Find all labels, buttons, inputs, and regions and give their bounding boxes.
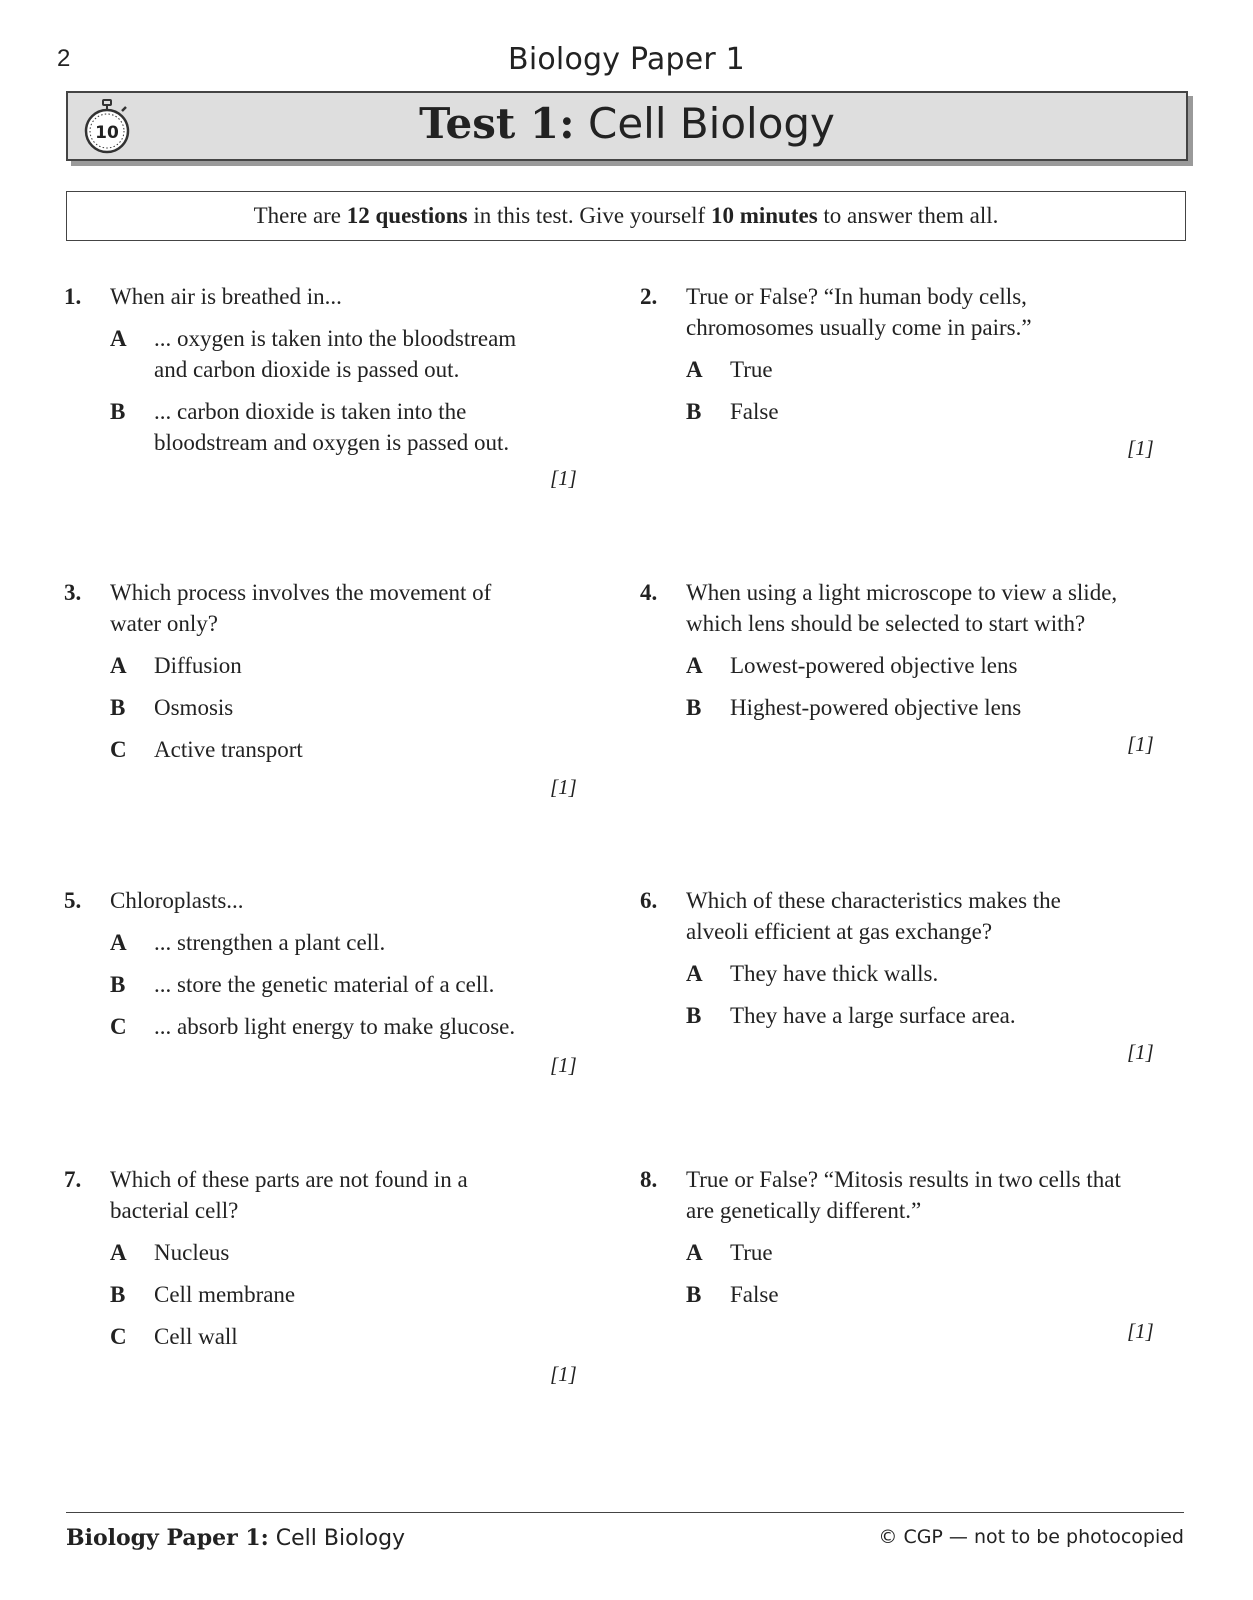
- copyright-notice: © CGP — not to be photocopied: [878, 1526, 1184, 1548]
- test-title-topic: Cell Biology: [574, 99, 835, 148]
- question-count: 12 questions: [346, 203, 468, 228]
- paper-title: Biology Paper 1: [508, 42, 745, 77]
- question-2: [640, 281, 1170, 427]
- mark-q1: [1]: [550, 466, 577, 490]
- option-a[interactable]: [64, 650, 584, 681]
- test-title-number: Test 1:: [419, 99, 575, 148]
- page-number: 2: [57, 45, 71, 72]
- time-limit: 10 minutes: [710, 203, 818, 228]
- option-letter: B: [110, 399, 126, 424]
- mark-q6: [1]: [1127, 1040, 1154, 1064]
- mark-q8: [1]: [1127, 1319, 1154, 1343]
- option-text: Cell wall: [154, 1324, 238, 1349]
- instructions-middle: in this test. Give yourself: [467, 203, 711, 228]
- option-letter: A: [686, 1240, 703, 1265]
- option-letter: A: [686, 357, 703, 382]
- option-b[interactable]: [640, 1000, 1170, 1031]
- option-text: True: [730, 1240, 773, 1265]
- mark-q3: [1]: [550, 775, 577, 799]
- question-number: 7.: [64, 1167, 82, 1192]
- option-text: ... strengthen a plant cell.: [154, 930, 386, 955]
- option-letter: A: [686, 961, 703, 986]
- option-letter: A: [686, 653, 703, 678]
- option-b[interactable]: [64, 969, 584, 1000]
- option-a[interactable]: [64, 927, 584, 958]
- question-text: When air is breathed in...: [110, 284, 342, 309]
- question-text: When using a light microscope to view a slide, which lens should be selected to start with?: [686, 580, 1118, 636]
- option-letter: C: [110, 1014, 127, 1039]
- option-letter: C: [110, 1324, 127, 1349]
- mark-q5: [1]: [550, 1053, 577, 1077]
- option-letter: B: [686, 1003, 702, 1028]
- option-a[interactable]: [640, 958, 1170, 989]
- question-6: [640, 885, 1170, 1031]
- question-3: [64, 577, 584, 765]
- option-b[interactable]: [64, 396, 584, 458]
- question-text: Which of these parts are not found in a bacterial cell?: [110, 1167, 468, 1223]
- timer-minutes: 10: [95, 123, 119, 143]
- question-text: True or False? “In human body cells, chromosomes usually come in pairs.”: [686, 284, 1032, 340]
- option-text: True: [730, 357, 773, 382]
- option-text: Cell membrane: [154, 1282, 296, 1307]
- question-text: Chloroplasts...: [110, 888, 244, 913]
- instructions-box: [66, 191, 1186, 241]
- option-letter: A: [110, 930, 127, 955]
- option-a[interactable]: [64, 323, 584, 385]
- question-number: 8.: [640, 1167, 658, 1192]
- option-letter: C: [110, 737, 127, 762]
- option-a[interactable]: [640, 1237, 1170, 1268]
- question-number: 1.: [64, 284, 82, 309]
- option-c[interactable]: [64, 734, 584, 765]
- option-text: Highest-powered objective lens: [730, 695, 1022, 720]
- test-title: [68, 99, 1186, 148]
- footer-title: [66, 1525, 405, 1551]
- question-text: Which of these characteristics makes the alveoli efficient at gas exchange?: [686, 888, 1061, 944]
- option-letter: B: [110, 1282, 126, 1307]
- option-a[interactable]: [64, 1237, 584, 1268]
- question-8: [640, 1164, 1170, 1310]
- option-c[interactable]: [64, 1321, 584, 1352]
- option-b[interactable]: [640, 692, 1170, 723]
- option-text: Active transport: [154, 737, 303, 762]
- option-letter: B: [686, 695, 702, 720]
- question-number: 6.: [640, 888, 658, 913]
- option-text: They have thick walls.: [730, 961, 939, 986]
- option-b[interactable]: [64, 692, 584, 723]
- option-text: ... carbon dioxide is taken into the bloodstream and oxygen is passed out.: [154, 399, 510, 455]
- option-letter: A: [110, 326, 127, 351]
- option-letter: B: [686, 1282, 702, 1307]
- question-number: 4.: [640, 580, 658, 605]
- option-text: ... oxygen is taken into the bloodstream and carbon dioxide is passed out.: [154, 326, 517, 382]
- option-b[interactable]: [640, 1279, 1170, 1310]
- option-text: False: [730, 399, 779, 424]
- question-1: [64, 281, 584, 458]
- option-letter: A: [110, 653, 127, 678]
- option-text: Diffusion: [154, 653, 242, 678]
- mark-q7: [1]: [550, 1362, 577, 1386]
- question-number: 2.: [640, 284, 658, 309]
- mark-q4: [1]: [1127, 732, 1154, 756]
- footer-paper: Biology Paper 1:: [66, 1525, 269, 1551]
- option-text: Lowest-powered objective lens: [730, 653, 1018, 678]
- option-letter: B: [110, 972, 126, 997]
- option-letter: B: [686, 399, 702, 424]
- option-text: False: [730, 1282, 779, 1307]
- option-text: ... absorb light energy to make glucose.: [154, 1014, 516, 1039]
- question-4: [640, 577, 1170, 723]
- option-b[interactable]: [64, 1279, 584, 1310]
- footer-divider: [66, 1512, 1184, 1513]
- mark-q2: [1]: [1127, 436, 1154, 460]
- option-letter: B: [110, 695, 126, 720]
- question-number: 5.: [64, 888, 82, 913]
- option-text: They have a large surface area.: [730, 1003, 1016, 1028]
- question-7: [64, 1164, 584, 1352]
- option-text: Osmosis: [154, 695, 234, 720]
- option-text: Nucleus: [154, 1240, 230, 1265]
- question-5: [64, 885, 584, 1042]
- instructions-prefix: There are: [253, 203, 347, 228]
- option-text: ... store the genetic material of a cell.: [154, 972, 495, 997]
- option-a[interactable]: [640, 650, 1170, 681]
- question-text: Which process involves the movement of water only?: [110, 580, 492, 636]
- footer-topic: Cell Biology: [268, 1526, 406, 1551]
- option-b[interactable]: [640, 396, 1170, 427]
- question-text: True or False? “Mitosis results in two cells that are genetically different.”: [686, 1167, 1121, 1223]
- instructions-suffix: to answer them all.: [817, 203, 999, 228]
- option-c[interactable]: [64, 1011, 584, 1042]
- question-number: 3.: [64, 580, 82, 605]
- option-letter: A: [110, 1240, 127, 1265]
- option-a[interactable]: [640, 354, 1170, 385]
- test-banner: [66, 91, 1188, 161]
